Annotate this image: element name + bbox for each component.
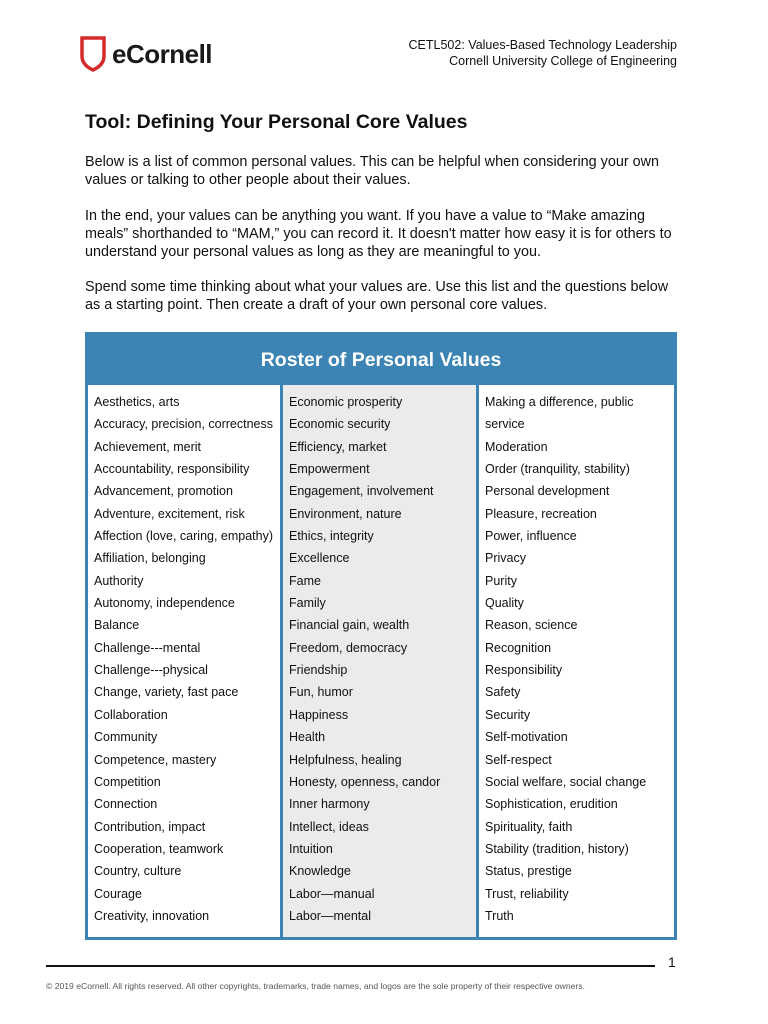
value-item: Challenge---physical — [94, 663, 208, 678]
value-item: Labor—manual — [289, 886, 375, 901]
value-item: Health — [289, 730, 326, 745]
value-item: Fun, humor — [289, 685, 353, 700]
value-item: Aesthetics, arts — [94, 395, 180, 409]
value-item: Status, prestige — [485, 864, 572, 879]
value-item: Contribution, impact — [94, 819, 206, 834]
page-number: 1 — [668, 954, 676, 970]
value-item: Economic security — [289, 417, 391, 432]
value-item: Advancement, promotion — [94, 484, 233, 499]
value-item: Honesty, openness, candor — [289, 774, 441, 789]
value-item: Knowledge — [289, 864, 351, 879]
value-item: Power, influence — [485, 529, 577, 544]
value-item: Inner harmony — [289, 797, 370, 812]
value-item: Quality — [485, 596, 524, 611]
roster-column-3 — [479, 385, 674, 937]
value-item: Economic prosperity — [289, 395, 403, 409]
page-title: Tool: Defining Your Personal Core Values — [85, 111, 468, 133]
value-item: Self-respect — [485, 752, 552, 767]
value-item: Self-motivation — [485, 730, 568, 745]
value-item: Engagement, involvement — [289, 484, 434, 499]
value-item: Spirituality, faith — [485, 819, 573, 834]
value-item: Truth — [485, 908, 514, 923]
value-item: Empowerment — [289, 462, 370, 477]
value-item: Intellect, ideas — [289, 819, 369, 834]
roster-title: Roster of Personal Values — [88, 335, 674, 385]
value-item: Order (tranquility, stability) — [485, 462, 630, 477]
value-item: Affection (love, caring, empathy) — [94, 529, 274, 544]
value-item: Cooperation, teamwork — [94, 841, 224, 856]
value-item: Change, variety, fast pace — [94, 685, 239, 700]
value-item: Security — [485, 707, 531, 722]
value-item: Reason, science — [485, 618, 578, 633]
shield-icon — [80, 36, 106, 72]
value-item: Making a difference, public — [485, 395, 634, 409]
value-item: Pleasure, recreation — [485, 506, 597, 521]
copyright-notice: © 2019 eCornell. All rights reserved. All other copyrights, trademarks, trade names, and logos are the sole property of their respective owners. — [46, 981, 585, 991]
value-item: Courage — [94, 886, 142, 901]
course-header — [409, 37, 677, 69]
value-item: Moderation — [485, 439, 548, 454]
value-item: Freedom, democracy — [289, 640, 408, 655]
value-item: Trust, reliability — [485, 886, 569, 901]
value-item: Privacy — [485, 551, 526, 566]
instructions-paragraph: Spend some time thinking about what your values are. Use this list and the questions below as a starting point. Then create a draft of your own personal core values. — [85, 279, 669, 313]
footer-divider — [46, 965, 655, 967]
values-paragraph: In the end, your values can be anything you want. If you have a value to “Make amazing meals” shorthanded to “MAM,” you can record it. It doesn't matter how easy it is for others to understand your personal values as long as they are meaningful to you. — [85, 208, 672, 260]
course-name: CETL502: Values-Based Technology Leadership — [408, 38, 677, 52]
values-roster-table — [85, 332, 677, 940]
value-item: Social welfare, social change — [485, 774, 647, 789]
value-item: Fame — [289, 573, 321, 588]
value-item: Autonomy, independence — [94, 596, 235, 611]
value-item: Intuition — [289, 841, 333, 856]
value-item: Community — [94, 730, 158, 745]
college-name: Cornell University College of Engineering — [449, 54, 677, 68]
roster-column-2 — [283, 385, 479, 937]
value-item: Responsibility — [485, 663, 563, 678]
value-item: Personal development — [485, 484, 610, 499]
value-item: Achievement, merit — [94, 439, 201, 454]
value-item: Connection — [94, 797, 158, 812]
value-item: Authority — [94, 573, 144, 588]
value-item: Balance — [94, 618, 140, 633]
value-item: Accountability, responsibility — [94, 462, 250, 477]
value-item: Environment, nature — [289, 506, 402, 521]
value-item: Helpfulness, healing — [289, 752, 402, 767]
value-item: Financial gain, wealth — [289, 618, 410, 633]
value-item: Stability (tradition, history) — [485, 841, 629, 856]
value-item: service — [485, 417, 525, 432]
intro-paragraph: Below is a list of common personal values. This can be helpful when considering your own values or talking to other people about their values. — [85, 154, 660, 188]
value-item: Safety — [485, 685, 521, 700]
value-item: Accuracy, precision, correctness — [94, 417, 273, 432]
value-item: Collaboration — [94, 707, 168, 722]
value-item: Purity — [485, 573, 517, 588]
value-item: Country, culture — [94, 864, 182, 879]
brand-name: eCornell — [112, 38, 213, 69]
value-item: Excellence — [289, 551, 350, 566]
roster-column-1 — [88, 385, 283, 937]
value-item: Labor—mental — [289, 908, 371, 923]
value-item: Competence, mastery — [94, 752, 217, 767]
value-item: Family — [289, 596, 326, 611]
value-item: Creativity, innovation — [94, 908, 210, 923]
value-item: Challenge---mental — [94, 640, 201, 655]
value-item: Ethics, integrity — [289, 529, 374, 544]
value-item: Sophistication, erudition — [485, 797, 618, 812]
value-item: Affiliation, belonging — [94, 551, 206, 566]
value-item: Happiness — [289, 707, 349, 722]
value-item: Competition — [94, 774, 161, 789]
value-item: Adventure, excitement, risk — [94, 506, 245, 521]
value-item: Efficiency, market — [289, 439, 387, 454]
ecornell-logo — [80, 36, 212, 72]
value-item: Recognition — [485, 640, 552, 655]
value-item: Friendship — [289, 663, 348, 678]
